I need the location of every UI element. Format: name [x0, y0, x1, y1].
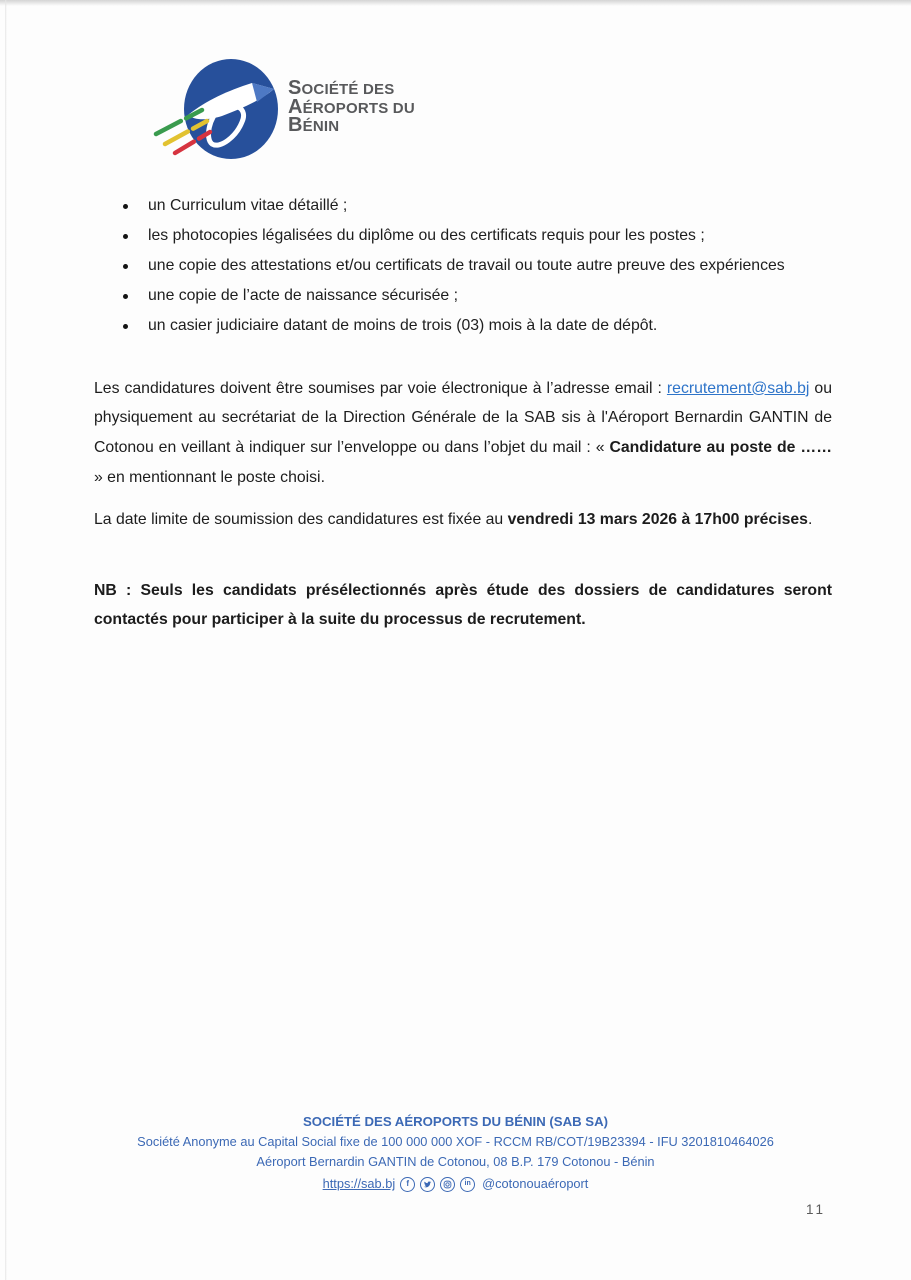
deadline-text: .	[807, 510, 813, 528]
list-item: les photocopies légalisées du diplôme ou des certificats requis pour les postes ;	[120, 227, 836, 245]
submission-text: » en mentionnant le poste choisi.	[94, 468, 325, 486]
page-top-edge	[0, 0, 911, 6]
footer-address-line: Aéroport Bernardin GANTIN de Cotonou, 08 B.P. 179 Cotonou - Bénin	[256, 1154, 655, 1169]
sab-logo-icon	[152, 55, 287, 167]
list-item: une copie des attestations et/ou certificats de travail ou toute autre preuve des expériences	[120, 257, 836, 275]
website-link[interactable]: https://sab.bj	[322, 1176, 396, 1191]
page-left-edge	[5, 0, 7, 1280]
list-item: un casier judiciaire datant de moins de trois (03) mois à la date de dépôt.	[120, 317, 836, 335]
deadline-paragraph	[94, 505, 832, 535]
social-handle: @cotonouaéroport	[482, 1176, 589, 1191]
deadline-text: La date limite de soumission des candidatures est fixée au	[94, 510, 508, 528]
submission-text: Les candidatures doivent être soumises par voie électronique à l’adresse email :	[94, 379, 667, 397]
deadline-date-bold: vendredi 13 mars 2026 à 17h00 précises	[507, 510, 808, 528]
footer-legal-line: Société Anonyme au Capital Social fixe de 100 000 000 XOF - RCCM RB/COT/19B23394 - IFU 3201810464026	[137, 1134, 774, 1149]
twitter-icon[interactable]	[420, 1177, 435, 1192]
recruitment-email-link[interactable]: recrutement@sab.bj	[666, 379, 810, 397]
logo-line-1: SOCIÉTÉ DES	[288, 77, 395, 99]
nb-note-paragraph: NB : Seuls les candidats présélectionnés après étude des dossiers de candidatures seront contactés pour participer à la suite du processus de recrutement.	[94, 581, 832, 629]
submission-paragraph	[94, 374, 832, 492]
application-subject-bold: Candidature au poste de ……	[609, 438, 832, 456]
footer-company-title: SOCIÉTÉ DES AÉROPORTS DU BÉNIN (SAB SA)	[302, 1114, 609, 1129]
facebook-icon[interactable]: f	[400, 1177, 415, 1192]
list-item: un Curriculum vitae détaillé ;	[120, 197, 836, 215]
requirements-list	[120, 197, 836, 347]
list-item: une copie de l’acte de naissance sécurisée ;	[120, 287, 836, 305]
logo-line-2: AÉROPORTS DU	[288, 95, 415, 118]
page-number: 11	[806, 1202, 827, 1217]
logo-wordmark	[288, 77, 415, 136]
linkedin-icon[interactable]: in	[460, 1177, 475, 1192]
logo-line-3: BÉNIN	[288, 114, 340, 136]
submission-text: ou physiquement au secrétariat de la Direction Générale de la SAB sis à l'Aéroport Bernardin GANTIN de Cotonou en veillant à indiquer sur l’enveloppe ou dans l’objet du mail : «	[94, 379, 832, 456]
footer	[0, 1112, 911, 1194]
footer-links-row	[0, 1174, 911, 1194]
instagram-icon[interactable]	[440, 1177, 455, 1192]
